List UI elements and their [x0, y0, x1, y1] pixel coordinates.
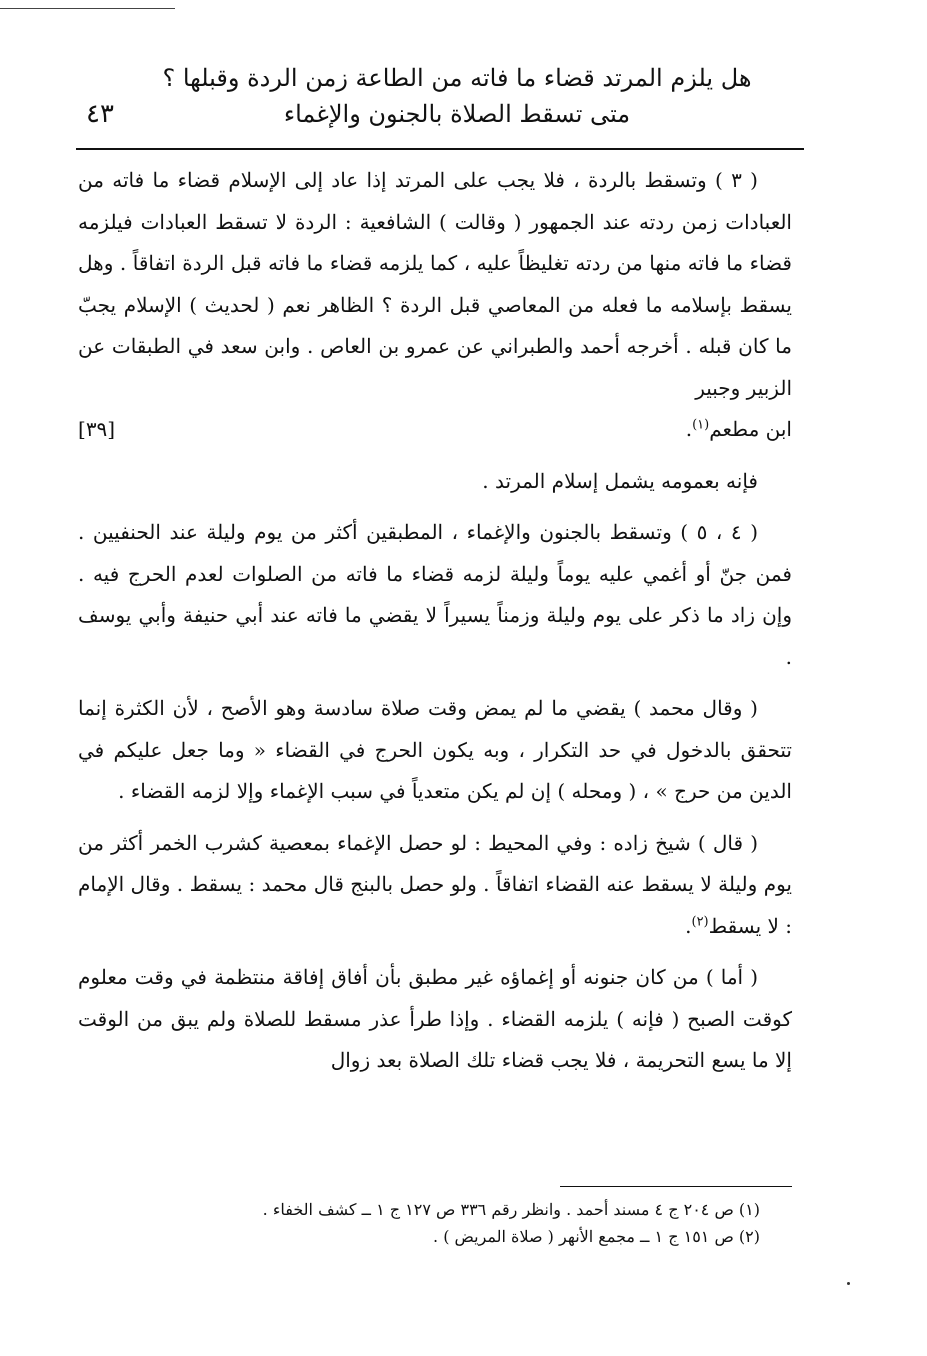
footnote-ref-2: (٢) [691, 913, 709, 929]
paragraph-apostasy-tail [78, 409, 792, 451]
main-text [78, 160, 792, 1092]
running-title-line-1: هل يلزم المرتد قضاء ما فاته من الطاعة زمن الردة وقبلها ؟ [162, 64, 752, 92]
header-rule [76, 148, 804, 150]
tail-period: . [685, 417, 693, 441]
footnote-2: (٢) ص ١٥١ ج ١ ــ مجمع الأنهر ( صلاة المريض ) . [433, 1227, 760, 1246]
tail-words: ابن مطعم [709, 417, 792, 441]
footnote-1: (١) ص ٢٠٤ ج ٤ مسند أحمد . وانظر رقم ٣٣٦ ص ١٢٧ ج ١ ــ كشف الخفاء . [262, 1200, 760, 1219]
scan-speck [847, 1282, 850, 1285]
footnote-rule [560, 1186, 792, 1187]
running-title [152, 60, 762, 132]
page-header [80, 60, 802, 144]
paragraph-insanity-fainting: ( ٤ ، ٥ ) وتسقط بالجنون والإغماء ، المطبقين أكثر من يوم وليلة عند الحنفيين . فمن جنّ أو أغمي عليه يوماً وليلة لزمه قضاء ما فاته من الصلوات لعدم الحرج فيه . وإن زاد ما ذكر على يوم وليلة وزمناً يسيراً لا يقضي ما فاته عند أبي حنيفة وأبي يوسف . [78, 520, 792, 669]
paragraph-muhammad-opinion: ( وقال محمد ) يقضي ما لم يمض وقت صلاة سادسة وهو الأصح ، لأن الكثرة إنما تتحقق بالدخول في حد التكرار ، وبه يكون الحرج في القضاء « وما جعل عليكم في الدين من حرج » ، ( ومحله ) إن لم يكن متعدياً في سبب الإغماء وإلا لزمه القضاء . [78, 696, 792, 803]
paragraph-shaykh-zadah-period: . [685, 913, 692, 938]
top-edge-mark [0, 8, 175, 9]
paragraph-apostasy: ( ٣ ) وتسقط بالردة ، فلا يجب على المرتد إذا عاد إلى الإسلام قضاء ما فاته من العبادات زمن ردته عند الجمهور ( وقالت ) الشافعية : الردة لا تسقط العبادات فيلزمه قضاء ما فاته منها من ردته تغليظاً عليه ، كما يلزمه قضاء ما فاته قبل الردة اتفاقاً . وهل يسقط بإسلامه ما فعله من المعاصي قبل الردة ؟ الظاهر نعم ( لحديث ) الإسلام يجبّ ما كان قبله . أخرجه أحمد والطبراني عن عمرو بن العاص . وابن سعد في الطبقات عن الزبير وجبير [78, 168, 792, 400]
paragraph-intermittent: ( أما ) من كان جنونه أو إغماؤه غير مطبق بأن أفاق إفاقة منتظمة في وقت معلوم كوقت الصبح ( فإنه ) يلزمه القضاء . وإذا طرأ عذر مسقط للصلاة ولم يبق من الوقت إلا ما يسع التحريمة ، فلا يجب قضاء تلك الصلاة بعد زوال [78, 965, 792, 1072]
running-title-line-2: متى تسقط الصلاة بالجنون والإغماء [283, 100, 631, 128]
hadith-reference-number: [٣٩] [78, 417, 116, 441]
footnote-ref-1: (١) [692, 417, 710, 433]
paragraph-apostasy-tail-text [686, 409, 792, 451]
footnotes [120, 1196, 760, 1250]
paragraph-generality: فإنه بعمومه يشمل إسلام المرتد . [482, 468, 758, 493]
paragraph-shaykh-zadah-text: ( قال ) شيخ زاده : وفي المحيط : لو حصل الإغماء بمعصية كشرب الخمر أكثر من يوم وليلة لا يسقط عنه القضاء اتفاقاً . ولو حصل بالبنج قال محمد : يسقط . وقال الإمام : لا يسقط [78, 830, 792, 938]
paragraph-shaykh-zadah [78, 823, 792, 948]
page-number: ٤٣ [86, 99, 114, 129]
